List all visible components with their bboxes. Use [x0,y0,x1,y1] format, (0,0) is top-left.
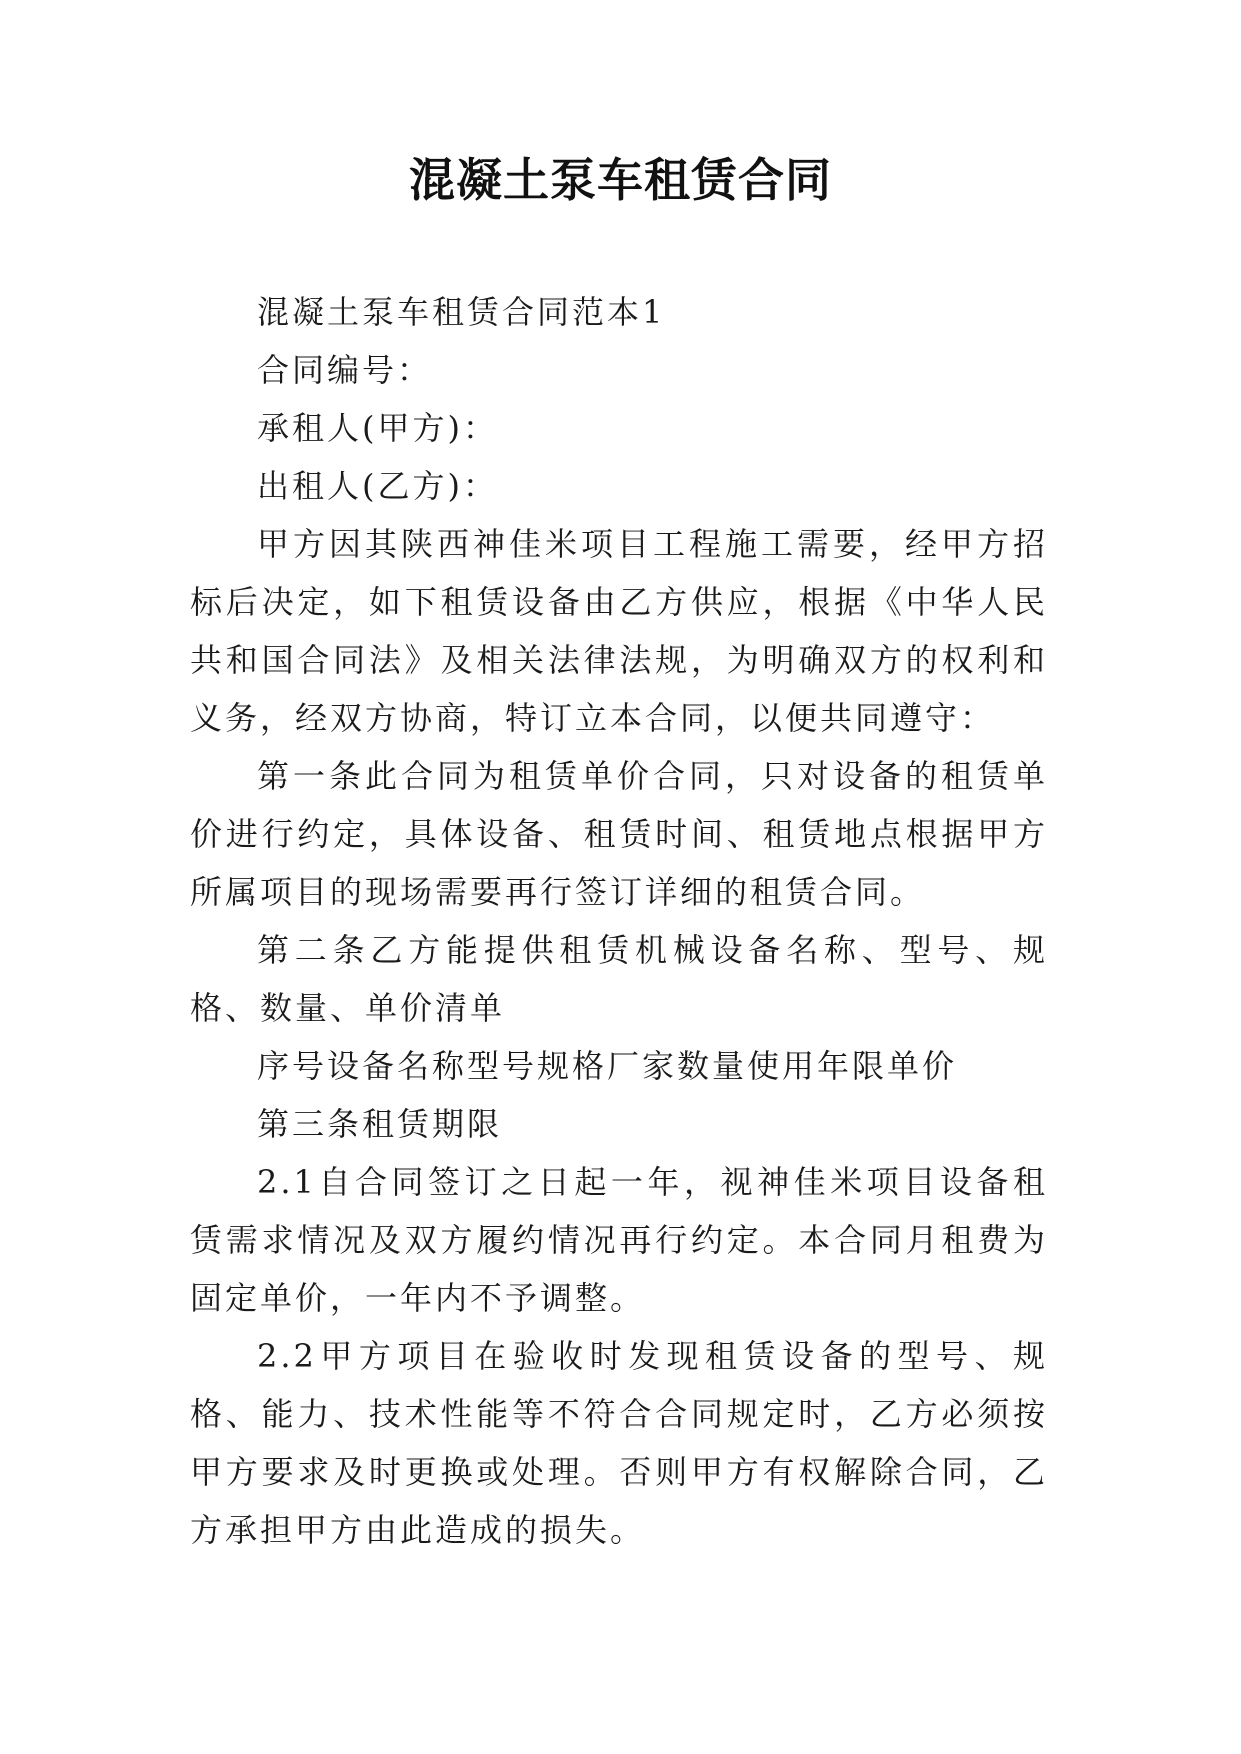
paragraph-clause-2-2: 2.2甲方项目在验收时发现租赁设备的型号、规格、能力、技术性能等不符合合同规定时，乙方必须按甲方要求及时更换或处理。否则甲方有权解除合同，乙方承担甲方由此造成的损失。 [190,1337,1048,1549]
document-title: 混凝土泵车租赁合同 [409,153,832,207]
paragraph-article-1: 第一条此合同为租赁单价合同，只对设备的租赁单价进行约定，具体设备、租赁时间、租赁地点根据甲方所属项目的现场需要再行签订详细的租赁合同。 [190,757,1048,911]
paragraph-article-3: 第三条租赁期限 [257,1105,503,1143]
paragraph-article-2: 第二条乙方能提供租赁机械设备名称、型号、规格、数量、单价清单 [190,931,1048,1027]
paragraph-preamble: 甲方因其陕西神佳米项目工程施工需要，经甲方招标后决定，如下租赁设备由乙方供应，根据《中华人民共和国合同法》及相关法律法规，为明确双方的权利和义务，经双方协商，特订立本合同，以便共同遵守： [190,525,1048,737]
paragraph-clause-2-1: 2.1自合同签订之日起一年，视神佳米项目设备租赁需求情况及双方履约情况再行约定。本合同月租费为固定单价，一年内不予调整。 [190,1163,1048,1317]
document-body [190,283,1048,1559]
paragraph-lessor: 出租人(乙方)： [257,467,498,505]
paragraph-template-title: 混凝土泵车租赁合同范本1 [257,293,666,331]
paragraph-lessee: 承租人(甲方)： [257,409,498,447]
paragraph-equipment-list-header: 序号设备名称型号规格厂家数量使用年限单价 [257,1047,958,1085]
paragraph-contract-number: 合同编号： [257,351,433,389]
